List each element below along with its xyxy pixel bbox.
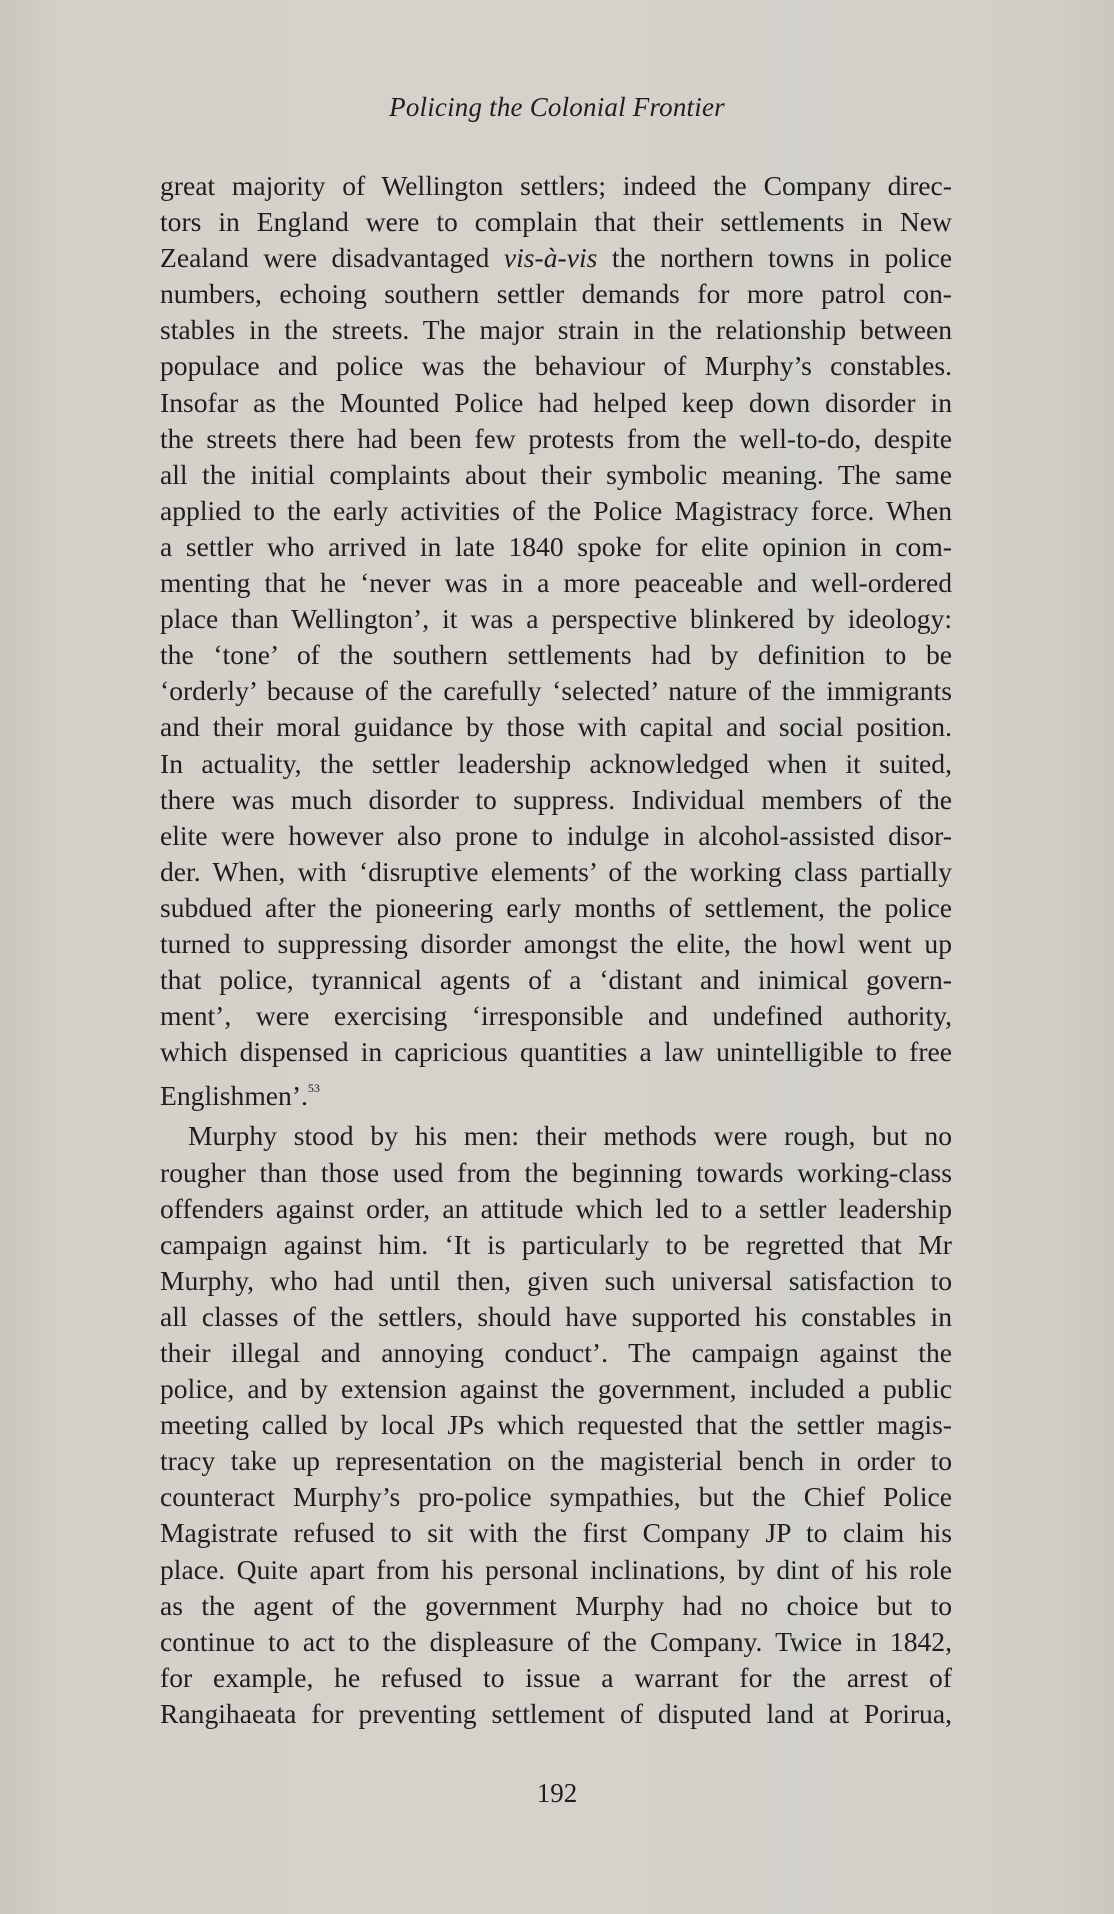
text-line: place than Wellington’, it was a perspective blinkered by ideology: <box>160 603 952 635</box>
text-line: elite were however also prone to indulge in alcohol-assisted disor- <box>160 819 952 851</box>
text-line: turned to suppressing disorder amongst the elite, the howl went up <box>160 927 952 959</box>
text-line: as the agent of the government Murphy had no choice but to <box>160 1589 952 1621</box>
text-line: a settler who arrived in late 1840 spoke for elite opinion in com- <box>160 530 952 562</box>
line-segment: the northern towns in police <box>611 242 952 274</box>
paragraph-1 <box>160 168 952 1112</box>
text-line: meeting called by local JPs which requested that the settler magis- <box>160 1409 952 1441</box>
text-line: all the initial complaints about their symbolic meaning. The same <box>160 458 952 490</box>
text-line: great majority of Wellington settlers; indeed the Company direc- <box>160 170 952 201</box>
italic-phrase: vis-à-vis <box>503 242 598 274</box>
text-line: der. When, with ‘disruptive elements’ of the working class partially <box>160 855 952 887</box>
body-text <box>160 168 952 1732</box>
text-line: campaign against him. ‘It is particularly to be regretted that Mr <box>160 1228 952 1260</box>
text-line: which dispensed in capricious quantities a law unintelligible to free <box>160 1036 952 1068</box>
text-line: tracy take up representation on the magisterial bench in order to <box>160 1445 952 1477</box>
text-line: menting that he ‘never was in a more peaceable and well-ordered <box>160 567 952 599</box>
line-segment: Englishmen’. <box>160 1080 308 1112</box>
text-line: Magistrate refused to sit with the first Company JP to claim his <box>160 1517 952 1549</box>
text-line: stables in the streets. The major strain in the relationship between <box>160 314 952 346</box>
text-line: all classes of the settlers, should have supported his constables in <box>160 1300 952 1332</box>
text-line: there was much disorder to suppress. Individual members of the <box>160 783 952 815</box>
paragraph-2 <box>160 1118 952 1732</box>
line-segment: Zealand were disadvantaged <box>160 242 490 274</box>
text-line: counteract Murphy’s pro-police sympathies, but the Chief Police <box>160 1481 952 1513</box>
text-line: Murphy stood by his men: their methods were rough, but no <box>188 1120 952 1152</box>
text-line: their illegal and annoying conduct’. The campaign against the <box>160 1337 952 1368</box>
text-line <box>160 240 952 276</box>
text-line: Insofar as the Mounted Police had helped keep down disorder in <box>160 386 952 418</box>
text-line: subdued after the pioneering early months of settlement, the police <box>160 891 952 923</box>
text-line: rougher than those used from the beginning towards working-class <box>160 1156 952 1188</box>
text-line: numbers, echoing southern settler demands for more patrol con- <box>160 278 952 310</box>
text-line: for example, he refused to issue a warrant for the arrest of <box>160 1661 952 1693</box>
footnote-reference[interactable]: 53 <box>307 1081 320 1096</box>
text-line: ‘orderly’ because of the carefully ‘selected’ nature of the immigrants <box>160 675 952 707</box>
running-head: Policing the Colonial Frontier <box>389 92 725 122</box>
text-line: police, and by extension against the government, included a public <box>160 1373 952 1405</box>
text-line: the ‘tone’ of the southern settlements had by definition to be <box>160 639 952 671</box>
text-line: Murphy, who had until then, given such universal satisfaction to <box>160 1264 952 1296</box>
text-line: In actuality, the settler leadership acknowledged when it suited, <box>160 747 952 779</box>
text-line: applied to the early activities of the Police Magistracy force. When <box>160 494 952 526</box>
text-line: tors in England were to complain that their settlements in New <box>160 206 952 238</box>
text-line: offenders against order, an attitude which led to a settler leadership <box>160 1192 952 1224</box>
text-line <box>160 1070 952 1112</box>
text-line: the streets there had been few protests from the well-to-do, despite <box>160 422 952 454</box>
text-line: and their moral guidance by those with capital and social position. <box>160 711 952 743</box>
text-line: continue to act to the displeasure of the Company. Twice in 1842, <box>160 1625 952 1657</box>
text-line: Rangihaeata for preventing settlement of disputed land at Porirua, <box>160 1697 952 1729</box>
page-number: 192 <box>536 1778 578 1808</box>
text-line: that police, tyrannical agents of a ‘distant and inimical govern- <box>160 964 952 996</box>
text-line: ment’, were exercising ‘irresponsible and undefined authority, <box>160 1000 952 1032</box>
text-line: populace and police was the behaviour of Murphy’s constables. <box>160 350 952 382</box>
text-line: place. Quite apart from his personal inclinations, by dint of his role <box>160 1553 952 1585</box>
